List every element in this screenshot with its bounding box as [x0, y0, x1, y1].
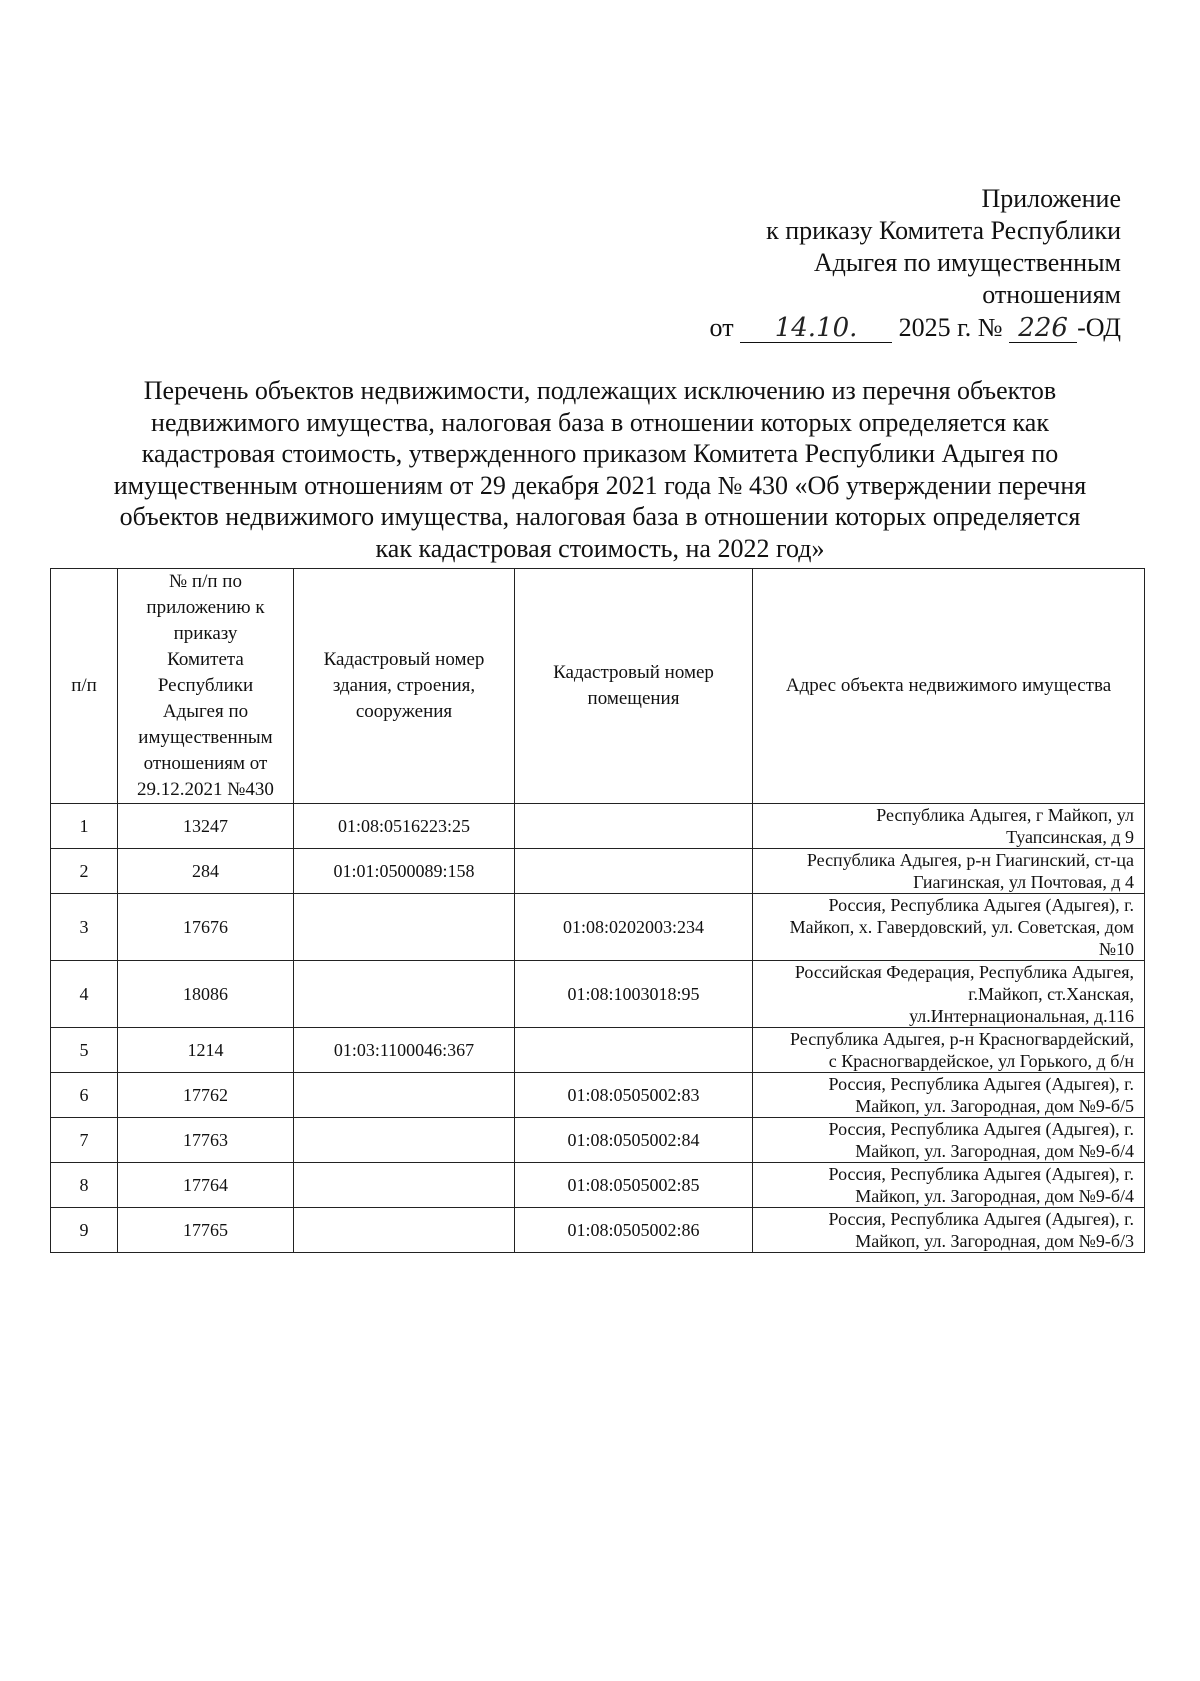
header-line: здания, строения, — [332, 675, 476, 696]
handwritten-order-date: 14.10. — [740, 314, 892, 343]
row-num-cell: 9 — [51, 1208, 118, 1253]
row-ref-cell: 13247 — [118, 804, 294, 849]
row-address-cell — [753, 1208, 1145, 1253]
address-line: Российская Федерация, Республика Адыгея, — [794, 962, 1134, 982]
address-line: Россия, Республика Адыгея (Адыгея), г. — [828, 1119, 1134, 1139]
order-year: 2025 г. № — [898, 313, 1003, 342]
table-row — [51, 1208, 1145, 1253]
title-line: объектов недвижимого имущества, налоговая база в отношении которых определяется — [119, 502, 1081, 531]
table-body — [51, 804, 1145, 1253]
header-ref-number — [118, 569, 294, 804]
header-line: помещения — [587, 688, 680, 709]
address-line: №10 — [1098, 939, 1134, 959]
row-building-cadastral-cell — [294, 961, 515, 1028]
title-line: недвижимого имущества, налоговая база в отношении которых определяется как — [151, 407, 1049, 437]
row-building-cadastral-cell: 01:03:1100046:367 — [294, 1028, 515, 1073]
address-line: Республика Адыгея, р-н Красногвардейский, — [790, 1029, 1134, 1049]
table-row — [51, 961, 1145, 1028]
address-line: Майкоп, ул. Загородная, дом №9-б/4 — [855, 1186, 1134, 1206]
address-line: ул.Интернациональная, д.116 — [909, 1006, 1134, 1026]
title-line: Перечень объектов недвижимости, подлежащих исключению из перечня объектов — [143, 376, 1057, 405]
title-line: как кадастровая стоимость, на 2022 год» — [375, 533, 825, 563]
row-room-cadastral-cell: 01:08:0505002:86 — [515, 1208, 753, 1253]
row-room-cadastral-cell — [515, 849, 753, 894]
table-row — [51, 1118, 1145, 1163]
title-line: кадастровая стоимость, утвержденного приказом Комитета Республики Адыгея по — [141, 439, 1059, 468]
header-line: сооружения — [355, 701, 453, 722]
appendix-line: Приложение — [981, 184, 1121, 213]
row-ref-cell: 17765 — [118, 1208, 294, 1253]
row-num-cell: 2 — [51, 849, 118, 894]
table-row — [51, 849, 1145, 894]
header-room-cadastral — [515, 569, 753, 804]
row-ref-cell: 284 — [118, 849, 294, 894]
title-line: имущественным отношениям от 29 декабря 2021 года № 430 «Об утверждении перечня — [113, 470, 1087, 500]
row-building-cadastral-cell — [294, 1073, 515, 1118]
row-address-cell — [753, 961, 1145, 1028]
address-line: Республика Адыгея, р-н Гиагинский, ст-ца — [806, 850, 1134, 870]
row-address-cell — [753, 1118, 1145, 1163]
address-line: Майкоп, х. Гавердовский, ул. Советская, дом — [789, 917, 1134, 937]
row-address-cell — [753, 1073, 1145, 1118]
address-line: Туапсинская, д 9 — [1006, 827, 1134, 847]
header-line: Адыгея по — [162, 701, 249, 722]
row-room-cadastral-cell: 01:08:0505002:85 — [515, 1163, 753, 1208]
row-ref-cell: 18086 — [118, 961, 294, 1028]
table-row — [51, 1028, 1145, 1073]
header-address: Адрес объекта недвижимого имущества — [753, 569, 1145, 804]
header-line: Кадастровый номер — [323, 649, 485, 670]
row-building-cadastral-cell — [294, 1208, 515, 1253]
row-ref-cell: 17676 — [118, 894, 294, 961]
row-address-cell — [753, 894, 1145, 961]
table-row — [51, 1163, 1145, 1208]
objects-table — [50, 568, 1145, 1253]
address-line: Республика Адыгея, г Майкоп, ул — [876, 805, 1134, 825]
appendix-block — [766, 183, 1121, 311]
row-num-cell: 3 — [51, 894, 118, 961]
header-line: приказу — [173, 623, 238, 644]
table-row — [51, 894, 1145, 961]
row-num-cell: 7 — [51, 1118, 118, 1163]
address-line: Майкоп, ул. Загородная, дом №9-б/5 — [855, 1096, 1134, 1116]
row-ref-cell: 17764 — [118, 1163, 294, 1208]
row-room-cadastral-cell: 01:08:0202003:234 — [515, 894, 753, 961]
row-ref-cell: 1214 — [118, 1028, 294, 1073]
row-building-cadastral-cell — [294, 1118, 515, 1163]
address-line: Майкоп, ул. Загородная, дом №9-б/3 — [855, 1231, 1134, 1251]
row-ref-cell: 17763 — [118, 1118, 294, 1163]
row-room-cadastral-cell: 01:08:0505002:83 — [515, 1073, 753, 1118]
row-num-cell: 1 — [51, 804, 118, 849]
address-line: Россия, Республика Адыгея (Адыгея), г. — [828, 1164, 1134, 1184]
row-num-cell: 5 — [51, 1028, 118, 1073]
address-line: с Красногвардейское, ул Горького, д б/н — [828, 1051, 1134, 1071]
header-line: № п/п по — [169, 571, 242, 592]
address-line: Россия, Республика Адыгея (Адыгея), г. — [828, 895, 1134, 915]
header-line: Комитета — [167, 649, 244, 670]
row-address-cell — [753, 1028, 1145, 1073]
header-line: имущественным — [138, 727, 273, 748]
row-address-cell — [753, 849, 1145, 894]
row-num-cell: 4 — [51, 961, 118, 1028]
row-num-cell: 8 — [51, 1163, 118, 1208]
header-line: отношениям от — [143, 753, 268, 774]
table-row — [51, 1073, 1145, 1118]
address-line: Россия, Республика Адыгея (Адыгея), г. — [828, 1209, 1134, 1229]
address-line: Майкоп, ул. Загородная, дом №9-б/4 — [855, 1141, 1134, 1161]
header-num: п/п — [51, 569, 118, 804]
address-line: Россия, Республика Адыгея (Адыгея), г. — [828, 1074, 1134, 1094]
address-line: г.Майкоп, ст.Ханская, — [968, 984, 1134, 1004]
order-prefix: от — [709, 313, 734, 342]
table-header-row — [51, 569, 1145, 804]
row-room-cadastral-cell — [515, 1028, 753, 1073]
handwritten-order-number: 226 — [1009, 314, 1077, 343]
row-room-cadastral-cell: 01:08:1003018:95 — [515, 961, 753, 1028]
row-building-cadastral-cell — [294, 1163, 515, 1208]
header-line: Республики — [157, 675, 254, 696]
appendix-line: Адыгея по имущественным — [813, 248, 1121, 277]
row-building-cadastral-cell — [294, 894, 515, 961]
appendix-line: отношениям — [982, 280, 1121, 309]
row-building-cadastral-cell: 01:01:0500089:158 — [294, 849, 515, 894]
row-room-cadastral-cell — [515, 804, 753, 849]
document-title — [60, 375, 1140, 564]
order-suffix: -ОД — [1077, 313, 1121, 342]
row-room-cadastral-cell: 01:08:0505002:84 — [515, 1118, 753, 1163]
header-line: Кадастровый номер — [553, 662, 714, 683]
row-ref-cell: 17762 — [118, 1073, 294, 1118]
header-line: приложению к — [146, 597, 265, 618]
table-row — [51, 804, 1145, 849]
header-building-cadastral — [294, 569, 515, 804]
header-line: 29.12.2021 №430 — [137, 779, 274, 800]
row-address-cell — [753, 1163, 1145, 1208]
appendix-line: к приказу Комитета Республики — [766, 216, 1121, 245]
row-building-cadastral-cell: 01:08:0516223:25 — [294, 804, 515, 849]
address-line: Гиагинская, ул Почтовая, д 4 — [913, 872, 1134, 892]
order-date-line — [710, 310, 1121, 346]
row-address-cell — [753, 804, 1145, 849]
row-num-cell: 6 — [51, 1073, 118, 1118]
